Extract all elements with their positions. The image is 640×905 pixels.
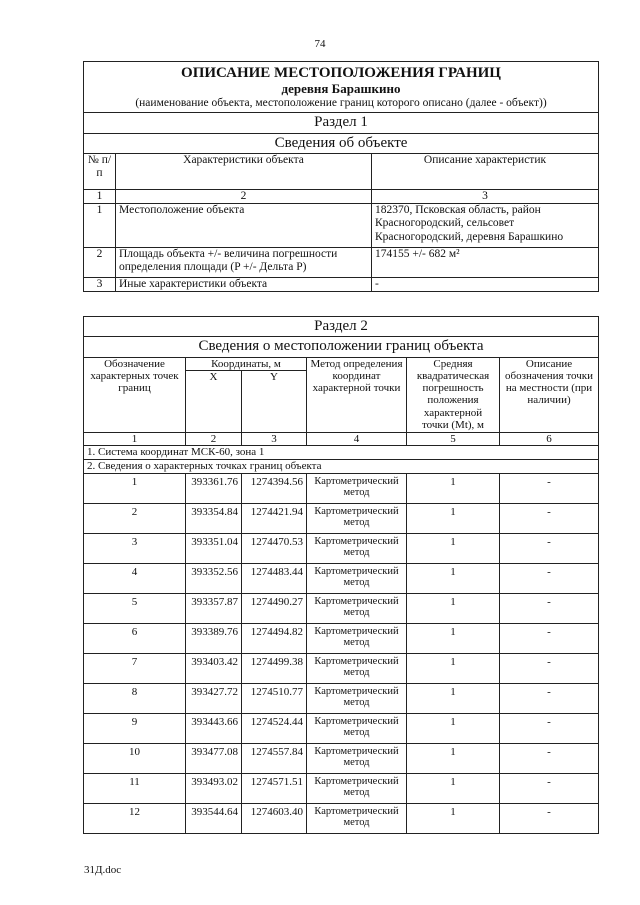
point-number: 11 bbox=[84, 773, 186, 803]
method: Картометрический метод bbox=[307, 563, 407, 593]
accuracy: 1 bbox=[407, 563, 500, 593]
coordinate-x: 393352.56 bbox=[186, 563, 242, 593]
row-number: 3 bbox=[84, 278, 116, 292]
accuracy: 1 bbox=[407, 803, 500, 833]
characteristic-name: Площадь объекта +/- величина погрешности определения площади (P +/- Дельта P) bbox=[116, 248, 372, 278]
accuracy: 1 bbox=[407, 533, 500, 563]
point-description: - bbox=[500, 683, 599, 713]
point-number: 1 bbox=[84, 473, 186, 503]
method: Картометрический метод bbox=[307, 623, 407, 653]
point-number: 10 bbox=[84, 743, 186, 773]
column-number: 3 bbox=[372, 189, 599, 203]
table-row bbox=[84, 248, 599, 278]
characteristic-value: - bbox=[372, 278, 599, 292]
header-coordinates: Координаты, м bbox=[186, 357, 307, 370]
method: Картометрический метод bbox=[307, 503, 407, 533]
point-number: 12 bbox=[84, 803, 186, 833]
coordinate-x: 393361.76 bbox=[186, 473, 242, 503]
coordinate-y: 1274557.84 bbox=[242, 743, 307, 773]
column-number: 2 bbox=[186, 432, 242, 446]
accuracy: 1 bbox=[407, 473, 500, 503]
method: Картометрический метод bbox=[307, 473, 407, 503]
column-number: 2 bbox=[116, 189, 372, 203]
table-row bbox=[84, 743, 599, 773]
point-description: - bbox=[500, 743, 599, 773]
table-row bbox=[84, 593, 599, 623]
section-2-label: Раздел 2 bbox=[84, 317, 599, 337]
coordinate-y: 1274470.53 bbox=[242, 533, 307, 563]
accuracy: 1 bbox=[407, 653, 500, 683]
coordinate-y: 1274421.94 bbox=[242, 503, 307, 533]
point-description: - bbox=[500, 593, 599, 623]
table-row bbox=[84, 278, 599, 292]
coordinate-x: 393477.08 bbox=[186, 743, 242, 773]
coordinate-x: 393357.87 bbox=[186, 593, 242, 623]
table-row bbox=[84, 713, 599, 743]
coordinate-x: 393493.02 bbox=[186, 773, 242, 803]
coordinate-y: 1274510.77 bbox=[242, 683, 307, 713]
accuracy: 1 bbox=[407, 743, 500, 773]
point-number: 2 bbox=[84, 503, 186, 533]
coordinate-y: 1274571.51 bbox=[242, 773, 307, 803]
point-description: - bbox=[500, 563, 599, 593]
table-row bbox=[84, 533, 599, 563]
coordinate-y: 1274494.82 bbox=[242, 623, 307, 653]
boundary-points-table bbox=[83, 316, 599, 834]
coordinate-y: 1274603.40 bbox=[242, 803, 307, 833]
table-row bbox=[84, 204, 599, 248]
section-1-label: Раздел 1 bbox=[84, 113, 599, 133]
coordinate-y: 1274524.44 bbox=[242, 713, 307, 743]
header-point-description: Описание обозначения точки на местности (при наличии) bbox=[500, 357, 599, 432]
point-description: - bbox=[500, 713, 599, 743]
header-point: Обозначение характерных точек границ bbox=[84, 357, 186, 432]
header-method: Метод определения координат характерной точки bbox=[307, 357, 407, 432]
accuracy: 1 bbox=[407, 503, 500, 533]
column-number: 1 bbox=[84, 189, 116, 203]
column-number: 6 bbox=[500, 432, 599, 446]
accuracy: 1 bbox=[407, 773, 500, 803]
page-number: 74 bbox=[314, 38, 326, 50]
table-row bbox=[84, 803, 599, 833]
column-number: 5 bbox=[407, 432, 500, 446]
object-info-table bbox=[83, 61, 599, 292]
accuracy: 1 bbox=[407, 623, 500, 653]
point-number: 7 bbox=[84, 653, 186, 683]
accuracy: 1 bbox=[407, 713, 500, 743]
points-section-title: 2. Сведения о характерных точках границ объекта bbox=[84, 460, 599, 474]
coordinate-x: 393351.04 bbox=[186, 533, 242, 563]
point-description: - bbox=[500, 503, 599, 533]
point-description: - bbox=[500, 653, 599, 683]
coordinate-y: 1274490.27 bbox=[242, 593, 307, 623]
row-number: 2 bbox=[84, 248, 116, 278]
method: Картометрический метод bbox=[307, 803, 407, 833]
coordinate-x: 393403.42 bbox=[186, 653, 242, 683]
characteristic-value: 182370, Псковская область, район Красногородский, сельсовет Красногородский, деревня Барашкино bbox=[372, 204, 599, 248]
section-1-title: Сведения об объекте bbox=[84, 133, 599, 153]
point-description: - bbox=[500, 623, 599, 653]
method: Картометрический метод bbox=[307, 653, 407, 683]
object-name-note: (наименование объекта, местоположение границ которого описано (далее - объект)) bbox=[84, 97, 599, 113]
header-characteristics: Характеристики объекта bbox=[116, 153, 372, 189]
table-row bbox=[84, 683, 599, 713]
header-description: Описание характеристик bbox=[372, 153, 599, 189]
accuracy: 1 bbox=[407, 683, 500, 713]
coordinate-x: 393389.76 bbox=[186, 623, 242, 653]
header-accuracy: Средняя квадратическая погрешность положения характерной точки (Mt), м bbox=[407, 357, 500, 432]
column-number: 1 bbox=[84, 432, 186, 446]
method: Картометрический метод bbox=[307, 743, 407, 773]
characteristic-value: 174155 +/- 682 м² bbox=[372, 248, 599, 278]
table-row bbox=[84, 563, 599, 593]
point-number: 6 bbox=[84, 623, 186, 653]
point-number: 8 bbox=[84, 683, 186, 713]
accuracy: 1 bbox=[407, 593, 500, 623]
section-2-title: Сведения о местоположении границ объекта bbox=[84, 337, 599, 357]
row-number: 1 bbox=[84, 204, 116, 248]
header-x: X bbox=[186, 370, 242, 432]
coordinate-x: 393443.66 bbox=[186, 713, 242, 743]
point-description: - bbox=[500, 803, 599, 833]
method: Картометрический метод bbox=[307, 773, 407, 803]
point-description: - bbox=[500, 533, 599, 563]
coordinate-y: 1274499.38 bbox=[242, 653, 307, 683]
table-row bbox=[84, 503, 599, 533]
table-row bbox=[84, 473, 599, 503]
point-number: 5 bbox=[84, 593, 186, 623]
table-row bbox=[84, 623, 599, 653]
method: Картометрический метод bbox=[307, 593, 407, 623]
coordinate-x: 393544.64 bbox=[186, 803, 242, 833]
object-name: деревня Барашкино bbox=[84, 82, 599, 97]
method: Картометрический метод bbox=[307, 533, 407, 563]
column-number: 4 bbox=[307, 432, 407, 446]
point-number: 3 bbox=[84, 533, 186, 563]
characteristic-name: Местоположение объекта bbox=[116, 204, 372, 248]
document-title: ОПИСАНИЕ МЕСТОПОЛОЖЕНИЯ ГРАНИЦ bbox=[84, 62, 599, 83]
point-description: - bbox=[500, 473, 599, 503]
characteristic-name: Иные характеристики объекта bbox=[116, 278, 372, 292]
coordinate-x: 393354.84 bbox=[186, 503, 242, 533]
coordinate-x: 393427.72 bbox=[186, 683, 242, 713]
column-number: 3 bbox=[242, 432, 307, 446]
method: Картометрический метод bbox=[307, 683, 407, 713]
coordinate-system: 1. Система координат МСК-60, зона 1 bbox=[84, 446, 599, 460]
table-row bbox=[84, 773, 599, 803]
coordinate-y: 1274483.44 bbox=[242, 563, 307, 593]
point-description: - bbox=[500, 773, 599, 803]
file-name: 31Д.doc bbox=[84, 864, 122, 876]
method: Картометрический метод bbox=[307, 713, 407, 743]
point-number: 9 bbox=[84, 713, 186, 743]
header-number: № п/п bbox=[84, 153, 116, 189]
point-number: 4 bbox=[84, 563, 186, 593]
header-y: Y bbox=[242, 370, 307, 432]
coordinate-y: 1274394.56 bbox=[242, 473, 307, 503]
table-row bbox=[84, 653, 599, 683]
